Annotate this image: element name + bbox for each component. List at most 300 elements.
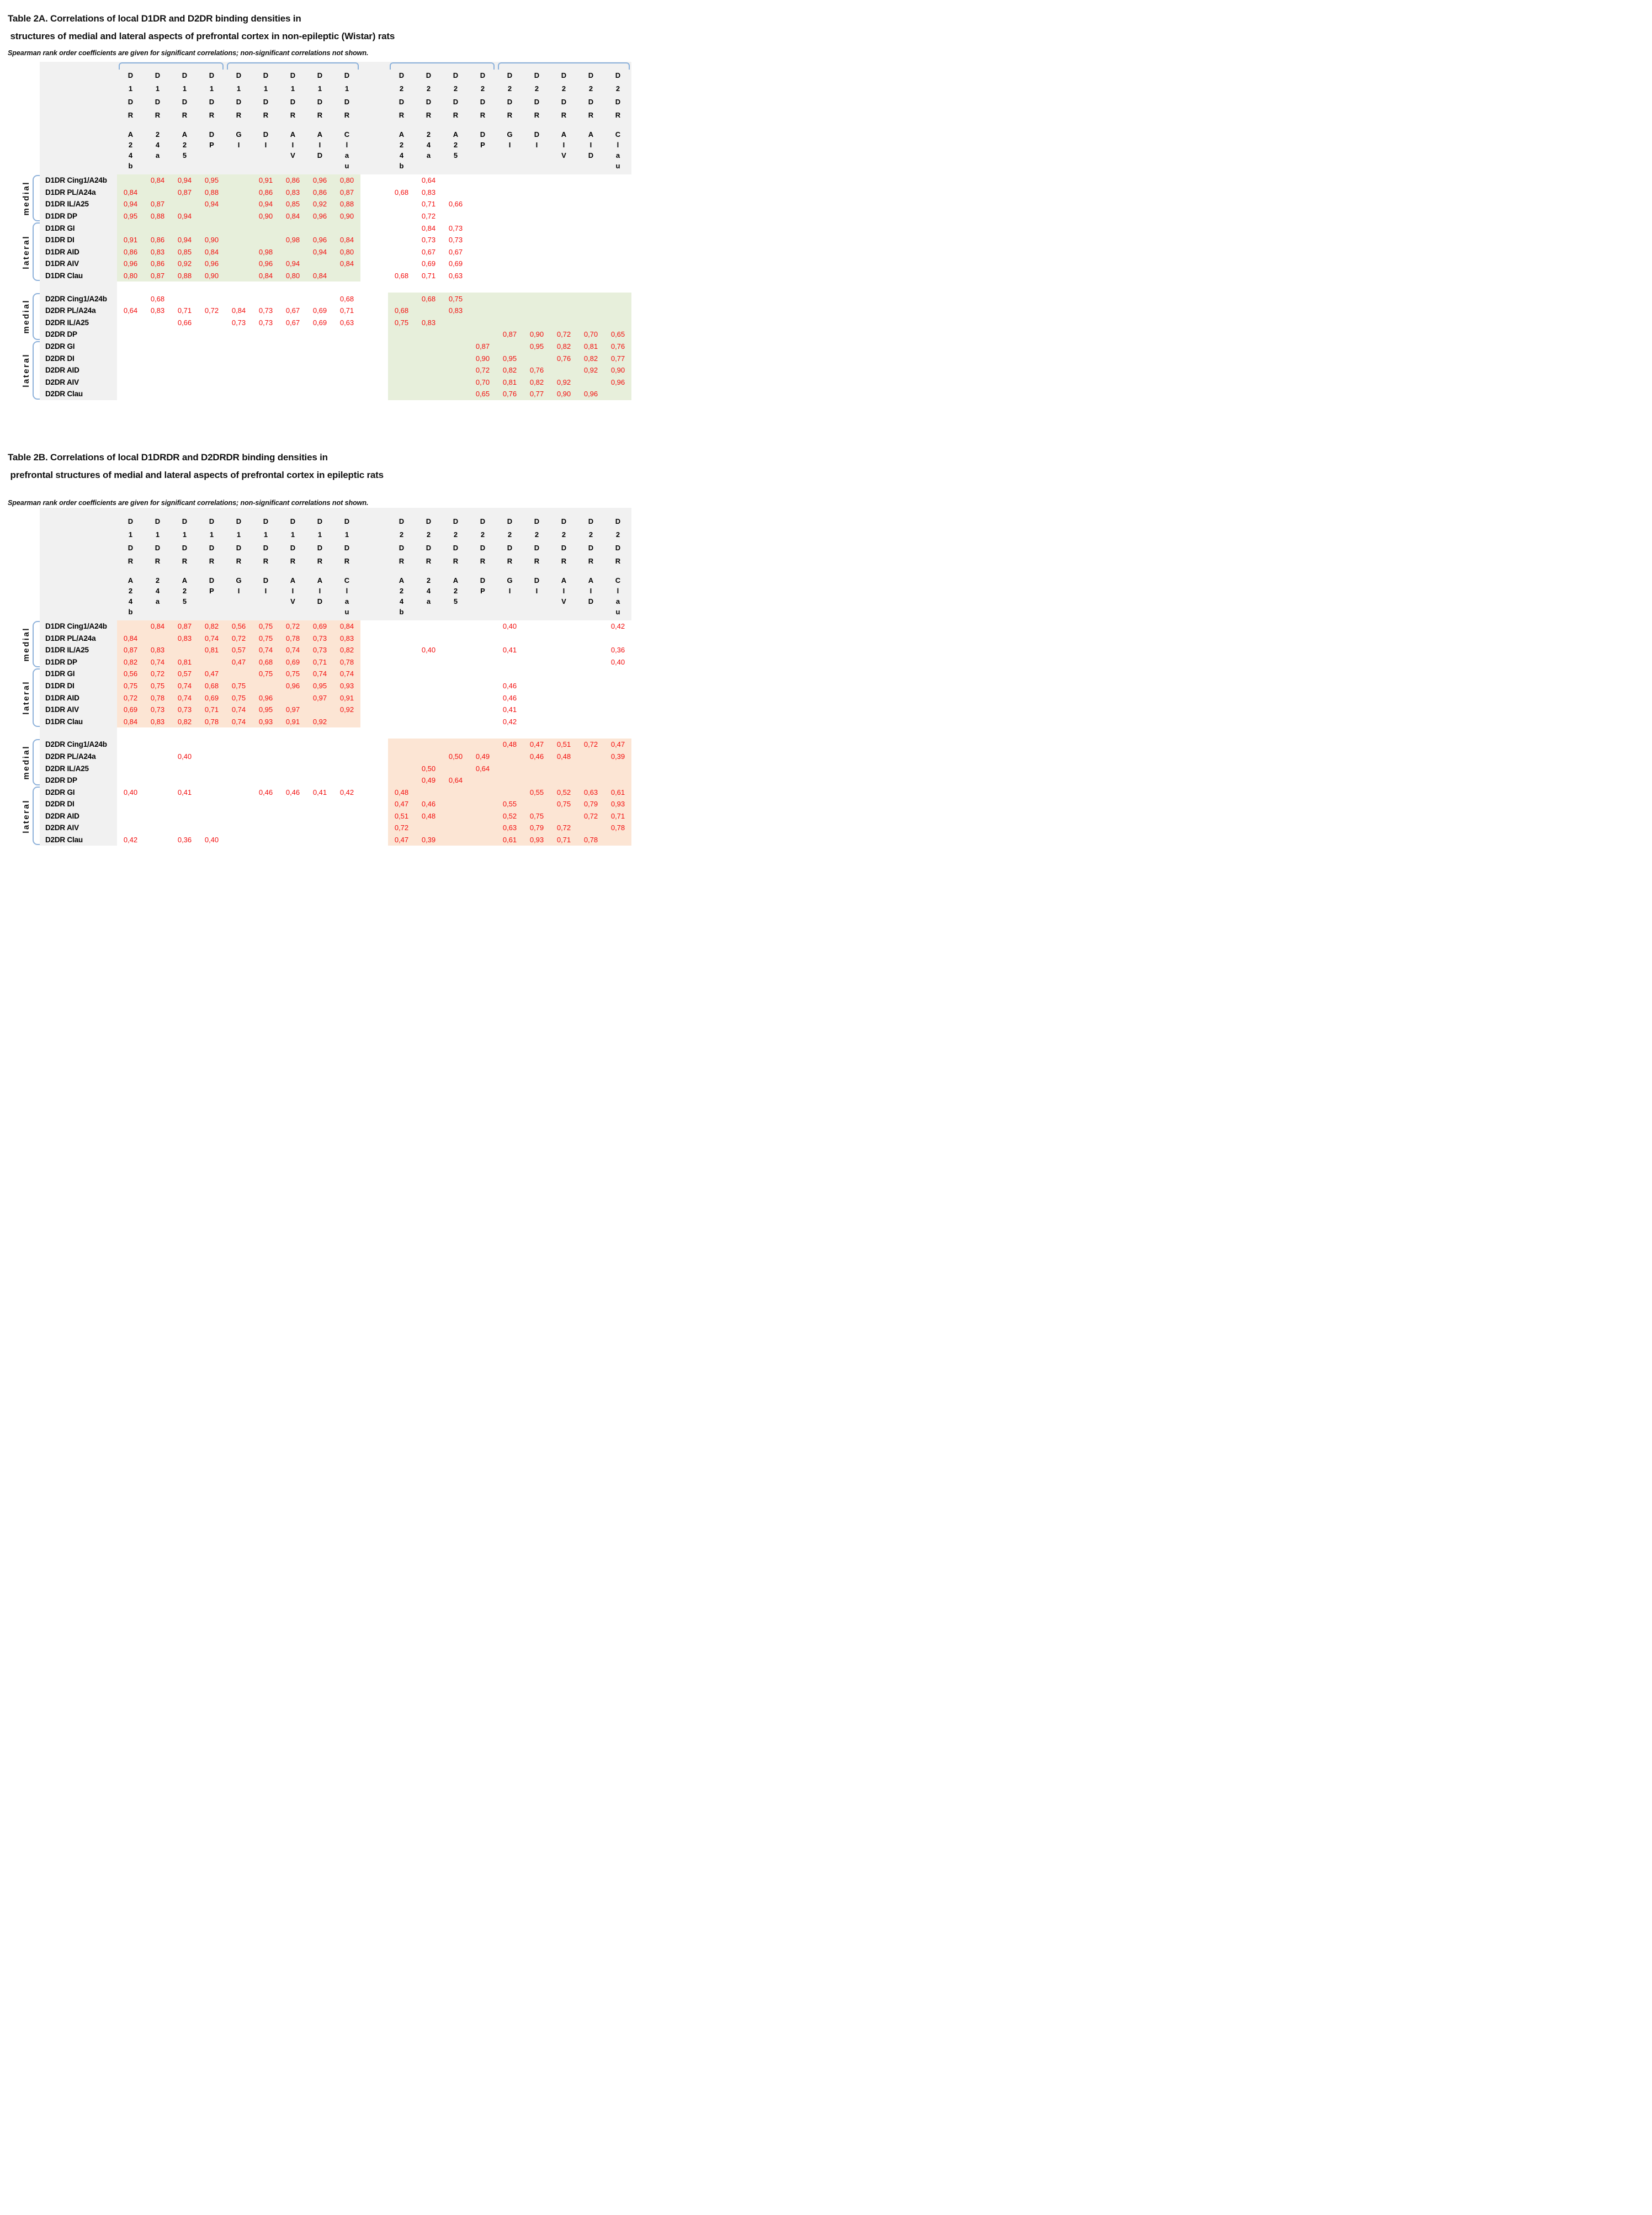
row-label: D2DR GI <box>45 788 75 796</box>
matrix-cell: 0,70 <box>475 378 490 386</box>
matrix-cell: 0,75 <box>150 681 165 690</box>
matrix-cell: 0,72 <box>231 634 246 642</box>
table-2b-title-line2: prefrontal structures of medial and lateral aspects of prefrontal cortex in epileptic rats <box>8 469 384 480</box>
header-letter: A <box>128 130 134 139</box>
row-label: D2DR Cing1/A24b <box>45 294 107 303</box>
matrix-cell: 0,74 <box>339 670 354 678</box>
header-letter: R <box>290 556 296 565</box>
region-letters <box>453 575 458 607</box>
matrix-cell: 0,74 <box>312 670 327 678</box>
column-header <box>252 62 279 174</box>
header-letter: R <box>182 556 188 565</box>
header-letter: D <box>480 98 486 106</box>
matrix-cell: 0,63 <box>583 788 598 796</box>
matrix-cell: 0,80 <box>339 247 354 256</box>
row-label: D2DR DP <box>45 330 77 339</box>
header-letter: b <box>399 607 404 616</box>
header-letter: 1 <box>290 530 295 539</box>
matrix-cell: 0,84 <box>312 272 327 280</box>
row-group-bracket <box>33 341 40 400</box>
matrix-cell: 0,47 <box>529 740 544 749</box>
matrix-cell: 0,73 <box>258 318 273 327</box>
header-letter: R <box>209 556 215 565</box>
matrix-cell: 0,96 <box>312 176 327 185</box>
matrix-cell: 0,96 <box>258 693 273 702</box>
matrix-cell: 0,81 <box>204 646 219 655</box>
header-letter: 2 <box>128 586 133 595</box>
matrix-cell: 0,47 <box>394 836 409 844</box>
matrix-cell: 0,72 <box>204 306 219 315</box>
header-letter: D <box>263 517 269 525</box>
header-letter: D <box>534 517 540 525</box>
header-letter: D <box>399 517 405 525</box>
header-letter: 2 <box>588 530 593 539</box>
column-header <box>442 508 469 620</box>
header-letter: A <box>317 576 323 585</box>
matrix-cell: 0,40 <box>421 646 436 655</box>
region-letters <box>317 129 322 161</box>
matrix-cell: 0,97 <box>312 693 327 702</box>
matrix-cell: 0,74 <box>204 634 219 642</box>
header-letter: R <box>588 111 594 119</box>
matrix-cell: 0,95 <box>502 354 517 363</box>
side-label-lateral: lateral <box>22 681 31 715</box>
matrix-cell: 0,82 <box>204 622 219 630</box>
matrix-cell: 0,96 <box>610 378 625 386</box>
header-letter: A <box>317 130 323 139</box>
header-letter: D <box>561 517 567 525</box>
header-letter: D <box>480 71 486 79</box>
header-letter: 2 <box>399 586 404 595</box>
header-letter: D <box>236 543 242 552</box>
matrix-cell: 0,86 <box>258 188 273 196</box>
column-header <box>442 62 469 174</box>
header-letter: R <box>399 556 405 565</box>
header-letter: 1 <box>263 530 268 539</box>
matrix-cell: 0,86 <box>150 259 165 268</box>
header-letter: D <box>155 543 161 552</box>
matrix-cell: 0,51 <box>556 740 571 749</box>
matrix-cell: 0,88 <box>177 272 192 280</box>
column-header <box>415 508 442 620</box>
matrix-cell: 0,71 <box>421 272 436 280</box>
column-header <box>198 508 225 620</box>
column-header <box>550 508 577 620</box>
row-label: D2DR Clau <box>45 390 83 399</box>
matrix-cell: 0,84 <box>258 272 273 280</box>
header-letter: D <box>182 71 188 79</box>
header-letter: R <box>615 111 621 119</box>
header-letter: D <box>534 576 540 585</box>
receptor-letters <box>290 69 295 122</box>
column-header <box>496 508 523 620</box>
header-letter: D <box>263 543 269 552</box>
matrix-cell: 0,95 <box>123 212 138 221</box>
matrix-cell: 0,87 <box>339 188 354 196</box>
matrix-cell: 0,87 <box>177 188 192 196</box>
table-2b-correlation-matrix <box>8 508 643 846</box>
header-letter: 1 <box>209 84 214 93</box>
header-letter: R <box>399 111 405 119</box>
matrix-cell: 0,67 <box>448 247 463 256</box>
row-group <box>8 222 40 281</box>
matrix-cell: 0,83 <box>177 634 192 642</box>
row-label: D2DR PL/A24a <box>45 752 96 761</box>
column-header <box>577 508 604 620</box>
column-header <box>415 62 442 174</box>
header-letter: 1 <box>317 530 322 539</box>
matrix-cell: 0,94 <box>123 200 138 209</box>
matrix-cell: 0,40 <box>177 752 192 761</box>
header-letter: I <box>237 586 240 595</box>
matrix-cell: 0,80 <box>285 272 300 280</box>
header-letter: l <box>617 586 619 595</box>
region-letters <box>236 129 241 150</box>
matrix-cell: 0,66 <box>177 318 192 327</box>
row-label: D2DR DI <box>45 354 75 363</box>
matrix-cell: 0,52 <box>556 788 571 796</box>
matrix-cell: 0,86 <box>285 176 300 185</box>
header-letter: D <box>182 543 188 552</box>
header-letter: R <box>534 556 540 565</box>
matrix-cell: 0,70 <box>583 330 598 339</box>
row-label: D1DR GI <box>45 670 75 678</box>
matrix-cell: 0,48 <box>421 811 436 820</box>
header-letter: 1 <box>182 530 187 539</box>
matrix-cell: 0,68 <box>258 657 273 666</box>
header-letter: D <box>182 517 188 525</box>
header-letter: a <box>155 597 160 605</box>
header-letter: P <box>209 586 214 595</box>
matrix-cell: 0,40 <box>502 622 517 630</box>
column-header <box>117 508 144 620</box>
header-letter: 1 <box>344 530 349 539</box>
matrix-cell: 0,96 <box>312 212 327 221</box>
matrix-cell: 0,87 <box>150 272 165 280</box>
region-letters <box>263 129 268 150</box>
matrix-cell: 0,68 <box>421 294 436 303</box>
header-letter: D <box>534 543 540 552</box>
matrix-cell: 0,86 <box>312 188 327 196</box>
header-letter: D <box>209 71 215 79</box>
row-group-bracket <box>33 222 40 281</box>
row-label: D1DR PL/A24a <box>45 188 96 196</box>
header-letter: 4 <box>128 151 133 160</box>
matrix-cell: 0,95 <box>204 176 219 185</box>
header-letter: 1 <box>128 84 133 93</box>
matrix-cell: 0,69 <box>312 306 327 315</box>
header-letter: R <box>426 556 432 565</box>
header-letter: 4 <box>128 597 133 605</box>
header-letter: I <box>562 141 565 149</box>
row-group <box>8 739 40 786</box>
column-header <box>523 62 550 174</box>
header-letter: R <box>236 556 242 565</box>
receptor-letters <box>128 515 133 568</box>
matrix-cell: 0,72 <box>150 670 165 678</box>
matrix-cell: 0,61 <box>610 788 625 796</box>
matrix-cell: 0,75 <box>258 634 273 642</box>
matrix-cell: 0,82 <box>177 717 192 726</box>
header-letter: R <box>588 556 594 565</box>
region-letters <box>588 129 593 161</box>
matrix-cell: 0,71 <box>556 836 571 844</box>
matrix-cell: 0,78 <box>204 717 219 726</box>
header-letter: D <box>344 71 350 79</box>
receptor-letters <box>209 515 214 568</box>
matrix-cell: 0,78 <box>150 693 165 702</box>
column-header <box>252 508 279 620</box>
region-letters <box>156 129 160 161</box>
matrix-cell: 0,84 <box>123 634 138 642</box>
receptor-letters <box>453 69 458 122</box>
header-letter: l <box>346 141 348 149</box>
matrix-cell: 0,41 <box>502 705 517 714</box>
header-letter: D <box>290 98 296 106</box>
header-letter: a <box>426 151 431 160</box>
matrix-cell: 0,48 <box>556 752 571 761</box>
header-letter: 2 <box>453 84 458 93</box>
matrix-cell: 0,47 <box>231 657 246 666</box>
region-letters <box>128 129 133 171</box>
row-label: D2DR AIV <box>45 824 79 832</box>
row-group <box>8 174 40 222</box>
column-header <box>225 508 252 620</box>
header-letter: D <box>290 71 296 79</box>
column-header <box>604 62 631 174</box>
matrix-cell: 0,85 <box>285 200 300 209</box>
header-letter: V <box>290 151 295 160</box>
matrix-cell: 0,61 <box>502 836 517 844</box>
header-letter: 2 <box>182 141 187 149</box>
matrix-cell: 0,64 <box>123 306 138 315</box>
header-letter: I <box>589 141 592 149</box>
region-letters <box>507 129 512 150</box>
header-letter: 2 <box>453 530 458 539</box>
header-letter: 2 <box>426 576 431 585</box>
matrix-cell: 0,72 <box>556 824 571 832</box>
header-letter: R <box>263 111 269 119</box>
matrix-cell: 0,83 <box>150 247 165 256</box>
header-letter: D <box>155 98 161 106</box>
header-letter: R <box>128 556 134 565</box>
header-letter: R <box>480 111 486 119</box>
header-letter: D <box>426 71 432 79</box>
matrix-cell: 0,83 <box>448 306 463 315</box>
header-letter: I <box>508 586 511 595</box>
row-label: D1DR DP <box>45 657 77 666</box>
region-letters <box>427 129 431 161</box>
matrix-cell: 0,71 <box>177 306 192 315</box>
matrix-cell: 0,90 <box>529 330 544 339</box>
receptor-letters <box>290 515 295 568</box>
header-letter: R <box>209 111 215 119</box>
row-label: D1DR DI <box>45 681 75 690</box>
matrix-cell: 0,63 <box>339 318 354 327</box>
receptor-letters <box>615 69 620 122</box>
header-letter: C <box>344 130 350 139</box>
header-letter: A <box>182 130 188 139</box>
header-letter: R <box>128 111 134 119</box>
header-letter: 2 <box>399 141 404 149</box>
header-letter: A <box>182 576 188 585</box>
region-letters <box>209 129 214 150</box>
matrix-cell: 0,73 <box>448 236 463 245</box>
receptor-letters <box>399 515 404 568</box>
header-letter: D <box>317 543 323 552</box>
matrix-cell: 0,46 <box>258 788 273 796</box>
matrix-cell: 0,84 <box>339 622 354 630</box>
header-letter: 2 <box>588 84 593 93</box>
column-header <box>225 62 252 174</box>
header-letter: C <box>344 576 350 585</box>
header-letter: I <box>562 586 565 595</box>
row-group-bracket <box>33 739 40 785</box>
receptor-letters <box>182 515 187 568</box>
matrix-cell: 0,74 <box>285 646 300 655</box>
header-letter: D <box>588 597 594 605</box>
row-label: D1DR AIV <box>45 259 79 268</box>
header-letter: D <box>128 71 134 79</box>
matrix-cell: 0,72 <box>394 824 409 832</box>
matrix-cell: 0,42 <box>502 717 517 726</box>
matrix-cell: 0,81 <box>177 657 192 666</box>
row-group <box>8 341 40 400</box>
matrix-cell: 0,84 <box>123 717 138 726</box>
header-letter: 4 <box>426 141 431 149</box>
header-letter: 2 <box>507 530 512 539</box>
header-letter: A <box>588 130 594 139</box>
header-letter: 2 <box>155 130 160 139</box>
header-letter: V <box>561 597 566 605</box>
region-letters <box>182 575 187 607</box>
row-label: D2DR Cing1/A24b <box>45 740 107 749</box>
region-letters <box>399 575 404 617</box>
matrix-cell: 0,84 <box>285 212 300 221</box>
header-letter: D <box>588 151 594 160</box>
matrix-cell: 0,92 <box>177 259 192 268</box>
matrix-cell: 0,68 <box>394 272 409 280</box>
row-label: D1DR AID <box>45 247 79 256</box>
header-letter: D <box>344 517 350 525</box>
receptor-letters <box>155 69 160 122</box>
matrix-cell: 0,49 <box>475 752 490 761</box>
matrix-cell: 0,73 <box>448 224 463 232</box>
header-letter: D <box>615 71 621 79</box>
matrix-cell: 0,57 <box>231 646 246 655</box>
header-letter: 5 <box>182 597 187 605</box>
header-letter: V <box>290 597 295 605</box>
region-letters <box>453 129 458 161</box>
header-letter: R <box>236 111 242 119</box>
matrix-cell: 0,96 <box>312 236 327 245</box>
header-letter: P <box>209 141 214 149</box>
header-letter: 2 <box>399 530 404 539</box>
header-letter: D <box>317 517 323 525</box>
header-letter: D <box>426 98 432 106</box>
column-header <box>496 62 523 174</box>
header-letter: 5 <box>453 597 458 605</box>
matrix-cell: 0,91 <box>285 717 300 726</box>
matrix-cell: 0,74 <box>258 646 273 655</box>
matrix-cell: 0,97 <box>285 705 300 714</box>
region-letters <box>534 575 539 596</box>
header-letter: R <box>507 556 513 565</box>
header-letter: D <box>615 543 621 552</box>
header-letter: D <box>344 543 350 552</box>
column-header <box>306 508 333 620</box>
header-letter: R <box>317 111 323 119</box>
header-letter: R <box>453 111 459 119</box>
matrix-cell: 0,93 <box>339 681 354 690</box>
matrix-cell: 0,50 <box>421 764 436 773</box>
header-letter: G <box>236 130 242 139</box>
matrix-cell: 0,46 <box>502 693 517 702</box>
header-letter: 4 <box>399 597 404 605</box>
matrix-cell: 0,84 <box>150 176 165 185</box>
matrix-cell: 0,95 <box>529 342 544 351</box>
matrix-cell: 0,75 <box>231 681 246 690</box>
matrix-cell: 0,74 <box>231 717 246 726</box>
row-group-bracket <box>33 175 40 221</box>
side-label-medial: medial <box>22 626 31 662</box>
header-letter: D <box>615 517 621 525</box>
row-label: D2DR Clau <box>45 836 83 844</box>
row-label: D2DR IL/A25 <box>45 764 89 773</box>
row-label: D2DR DP <box>45 776 77 785</box>
matrix-cell: 0,84 <box>339 236 354 245</box>
region-letters <box>344 129 349 171</box>
matrix-cell: 0,90 <box>556 390 571 399</box>
matrix-cell: 0,84 <box>123 188 138 196</box>
header-letter: 4 <box>399 151 404 160</box>
receptor-letters <box>399 69 404 122</box>
header-letter: u <box>615 607 620 616</box>
matrix-cell: 0,83 <box>150 717 165 726</box>
matrix-cell: 0,83 <box>150 306 165 315</box>
column-header <box>577 62 604 174</box>
header-letter: D <box>344 98 350 106</box>
header-letter: 2 <box>128 141 133 149</box>
row-label: D2DR DI <box>45 800 75 809</box>
receptor-letters <box>128 69 133 122</box>
matrix-cell: 0,94 <box>204 200 219 209</box>
header-letter: R <box>480 556 486 565</box>
matrix-cell: 0,94 <box>258 200 273 209</box>
row-label: D2DR IL/A25 <box>45 318 89 327</box>
header-letter: D <box>561 543 567 552</box>
matrix-cell: 0,69 <box>123 705 138 714</box>
header-letter: 2 <box>480 84 485 93</box>
matrix-cell: 0,87 <box>123 646 138 655</box>
matrix-cell: 0,84 <box>231 306 246 315</box>
matrix-cell: 0,36 <box>610 646 625 655</box>
matrix-cell: 0,87 <box>150 200 165 209</box>
matrix-cell: 0,86 <box>123 247 138 256</box>
region-letters <box>156 575 160 607</box>
header-letter: D <box>588 71 594 79</box>
table-2a-section <box>8 10 643 400</box>
matrix-cell: 0,90 <box>475 354 490 363</box>
row-label: D2DR GI <box>45 342 75 351</box>
side-label-lateral: lateral <box>22 235 31 269</box>
header-letter: D <box>209 130 215 139</box>
matrix-cell: 0,47 <box>204 670 219 678</box>
header-letter: 5 <box>453 151 458 160</box>
matrix-cell: 0,69 <box>312 318 327 327</box>
table-2a-correlation-matrix <box>8 62 643 400</box>
header-letter: R <box>561 556 567 565</box>
